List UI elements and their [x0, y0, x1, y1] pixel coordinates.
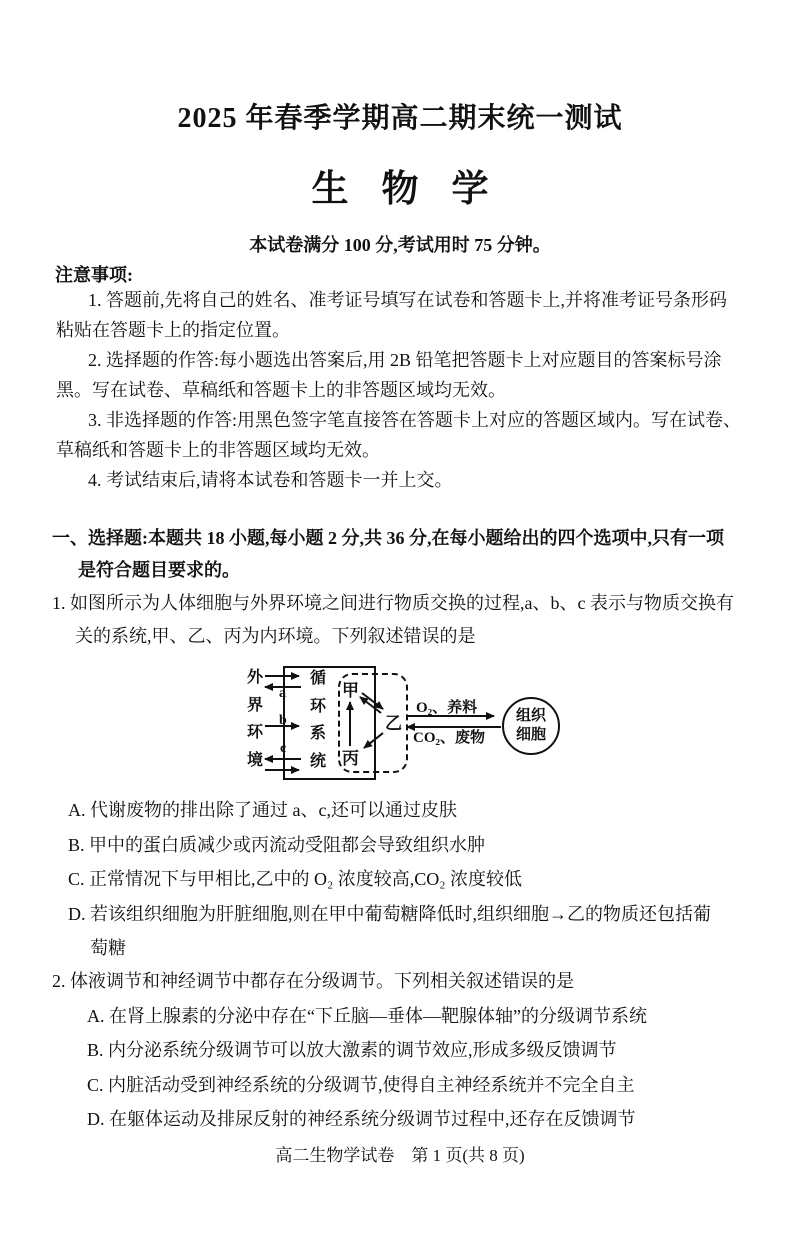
question-1-option-a: A. 代谢废物的排出除了通过 a、c,还可以通过皮肤: [68, 800, 457, 820]
page-title: 2025 年春季学期高二期末统一测试: [177, 103, 623, 134]
system-label-b: b: [279, 713, 287, 728]
tissue-cell-line-1: 组织: [515, 708, 546, 724]
section-1-heading-line-1: 一、选择题:本题共 18 小题,每小题 2 分,共 36 分,在每小题给出的四个选项中,只有一项: [52, 528, 724, 548]
notice-list: [56, 285, 750, 495]
arrow-yi-to-bing: [364, 733, 383, 748]
question-1-stem: [52, 587, 752, 653]
o2-nutrients-label: O₂、养料: [416, 700, 478, 716]
co2-waste-label: CO₂、废物: [413, 730, 485, 746]
notice-item-2-line-2: 黑。写在试卷、草稿纸和答题卡上的非答题区域均无效。: [56, 380, 506, 400]
question-1-option-d-wrap: 萄糖: [90, 938, 126, 958]
notice-item-1-line-1: 1. 答题前,先将自己的姓名、准考证号填写在试卷和答题卡上,并将准考证号条形码: [88, 290, 727, 310]
page-footer: 高二生物学试卷 第 1 页(共 8 页): [275, 1146, 525, 1165]
question-2-option-d: D. 在躯体运动及排尿反射的神经系统分级调节过程中,还存在反馈调节: [87, 1109, 636, 1129]
question-2-stem: 2. 体液调节和神经调节中都存在分级调节。下列相关叙述错误的是: [52, 971, 574, 991]
env-char: 境: [246, 751, 263, 769]
exam-info: 本试卷满分 100 分,考试用时 75 分钟。: [249, 235, 551, 255]
node-bing: 丙: [342, 749, 359, 768]
notice-item-2-line-1: 2. 选择题的作答:每小题选出答案后,用 2B 铅笔把答题卡上对应题目的答案标号涂: [88, 350, 722, 370]
system-label-a: a: [279, 686, 286, 701]
sys-char: 系: [309, 725, 326, 742]
sys-char: 统: [309, 752, 326, 770]
diagram-arrows: [235, 658, 580, 790]
question-1-diagram: [235, 658, 580, 790]
notice-item-3-line-1: 3. 非选择题的作答:用黑色签字笔直接答在答题卡上对应的答题区域内。写在试卷、: [88, 410, 741, 430]
section-1-heading: [52, 522, 752, 586]
question-1-option-b: B. 甲中的蛋白质减少或丙流动受阻都会导致组织水肿: [68, 834, 486, 855]
question-1-option-d: D. 若该组织细胞为肝脏细胞,则在甲中葡萄糖降低时,组织细胞→乙的物质还包括葡: [68, 903, 711, 924]
section-1-heading-line-2: 是符合题目要求的。: [78, 560, 240, 580]
env-char: 环: [246, 724, 263, 741]
question-1-options: [68, 793, 758, 966]
subject-title-row: [0, 158, 800, 212]
tissue-cell-line-2: 细胞: [515, 727, 546, 743]
question-2-option-c: C. 内脏活动受到神经系统的分级调节,使得自主神经系统并不完全自主: [87, 1074, 635, 1095]
notice-heading: 注意事项:: [55, 265, 133, 285]
system-label-c: c: [280, 741, 287, 756]
question-2-option-a: A. 在肾上腺素的分泌中存在“下丘脑—垂体—靶腺体轴”的分级调节系统: [87, 1005, 647, 1026]
env-char: 界: [246, 696, 263, 714]
question-1-stem-line-2: 关的系统,甲、乙、丙为内环境。下列叙述错误的是: [75, 626, 476, 646]
subject-title: 生物学: [311, 169, 522, 210]
node-yi: 乙: [385, 714, 402, 733]
sys-char: 循: [309, 670, 326, 687]
question-2: [52, 964, 752, 1137]
question-2-option-b: B. 内分泌系统分级调节可以放大激素的调节效应,形成多级反馈调节: [87, 1040, 617, 1060]
env-char: 外: [246, 669, 263, 686]
node-jia: 甲: [342, 681, 359, 700]
question-1-option-c: C. 正常情况下与甲相比,乙中的 O₂ 浓度较高,CO₂ 浓度较低: [68, 869, 523, 889]
notice-item-4-line-1: 4. 考试结束后,请将本试卷和答题卡一并上交。: [88, 470, 453, 490]
notice-item-3-line-2: 草稿纸和答题卡上的非答题区域均无效。: [56, 440, 380, 460]
notice-item-1-line-2: 粘贴在答题卡上的指定位置。: [56, 320, 290, 340]
question-1-stem-line-1: 1. 如图所示为人体细胞与外界环境之间进行物质交换的过程,a、b、c 表示与物质交换有: [52, 593, 734, 613]
sys-char: 环: [309, 697, 326, 715]
